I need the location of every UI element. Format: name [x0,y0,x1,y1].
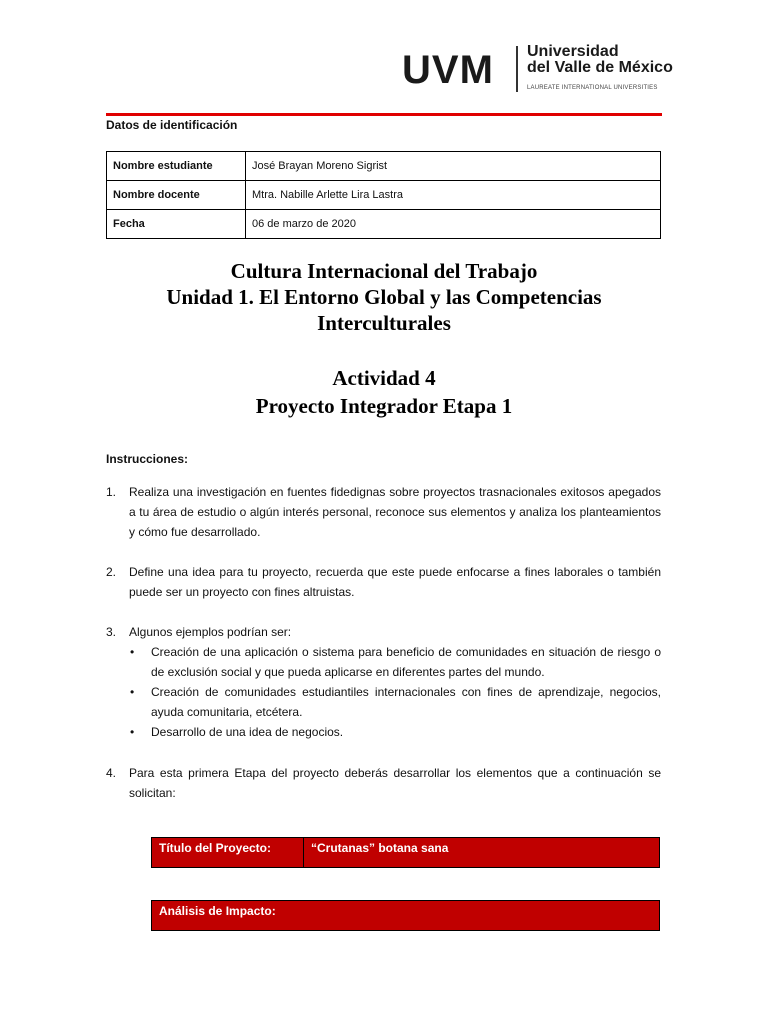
list-item [128,682,661,722]
bullet-text: Desarrollo de una idea de negocios. [151,725,344,739]
document-title-block [106,258,662,336]
project-title: Proyecto Integrador Etapa 1 [255,394,513,418]
identification-title: Datos de identificación [106,118,238,132]
impact-analysis-label: Análisis de Impacto: [159,904,276,918]
bullet-icon: • [130,645,135,659]
header-red-rule [106,113,662,116]
row-value: Mtra. Nabille Arlette Lira Lastra [246,181,661,210]
activity-title: Actividad 4 [332,366,436,390]
bullet-text: Creación de comunidades estudiantiles internacionales con fines de aprendizaje, negocios, ayuda comunitaria, etcétera. [151,685,661,719]
item-number: 2. [106,565,117,579]
item-text: Para esta primera Etapa del proyecto deberás desarrollar los elementos que a continuación se solicitan: [129,766,661,800]
table-row [107,210,661,239]
row-value: José Brayan Moreno Sigrist [246,152,661,181]
row-value: 06 de marzo de 2020 [246,210,661,239]
item-number: 3. [106,625,117,639]
instruction-item-4 [106,763,661,803]
course-title: Cultura Internacional del Trabajo [230,259,538,283]
unit-title-line1: Unidad 1. El Entorno Global y las Competencias [166,285,602,309]
project-title-table [151,837,660,868]
instructions-title: Instrucciones: [106,452,189,466]
instruction-item-2 [106,562,661,602]
university-logo-text [527,44,673,96]
project-title-value: “Crutanas” botana sana [311,841,449,855]
unit-title-line2: Interculturales [317,311,451,335]
document-header [0,0,768,110]
logo-divider [516,46,518,92]
item-number: 4. [106,766,117,780]
item-number: 1. [106,485,117,499]
instruction-item-1 [106,482,661,542]
row-label: Nombre docente [107,181,246,210]
list-item [128,642,661,682]
bullet-icon: • [130,685,135,699]
table-row [107,181,661,210]
logo-line-laureate: LAUREATE INTERNATIONAL UNIVERSITIES [527,85,658,91]
list-item [128,722,661,742]
logo-line-valle: del Valle de México [527,59,673,76]
item-text: Define una idea para tu proyecto, recuerda que este puede enfocarse a fines laborales o también puede ser un proyecto con fines altruistas. [129,565,661,599]
row-label: Nombre estudiante [107,152,246,181]
logo-line-universidad: Universidad [527,43,619,60]
project-title-label: Título del Proyecto: [152,838,304,867]
table-row [107,152,661,181]
activity-title-block [106,364,662,420]
examples-bullet-list [128,642,661,742]
identification-table [106,151,661,239]
item-text: Algunos ejemplos podrían ser: [129,625,292,639]
row-label: Fecha [107,210,246,239]
impact-analysis-table [151,900,660,931]
uvm-logo-mark: UVM [402,48,494,92]
item-text: Realiza una investigación en fuentes fidedignas sobre proyectos trasnacionales exitosos apegados a tu área de estudio o algún interés personal, reconoce sus elementos y analiza los planteamientos y cómo fue desarrollado. [129,485,661,539]
bullet-icon: • [130,725,135,739]
bullet-text: Creación de una aplicación o sistema para beneficio de comunidades en situación de riesgo o de exclusión social y que pueda aplicarse en diferentes partes del mundo. [151,645,661,679]
instruction-item-3 [106,622,661,642]
